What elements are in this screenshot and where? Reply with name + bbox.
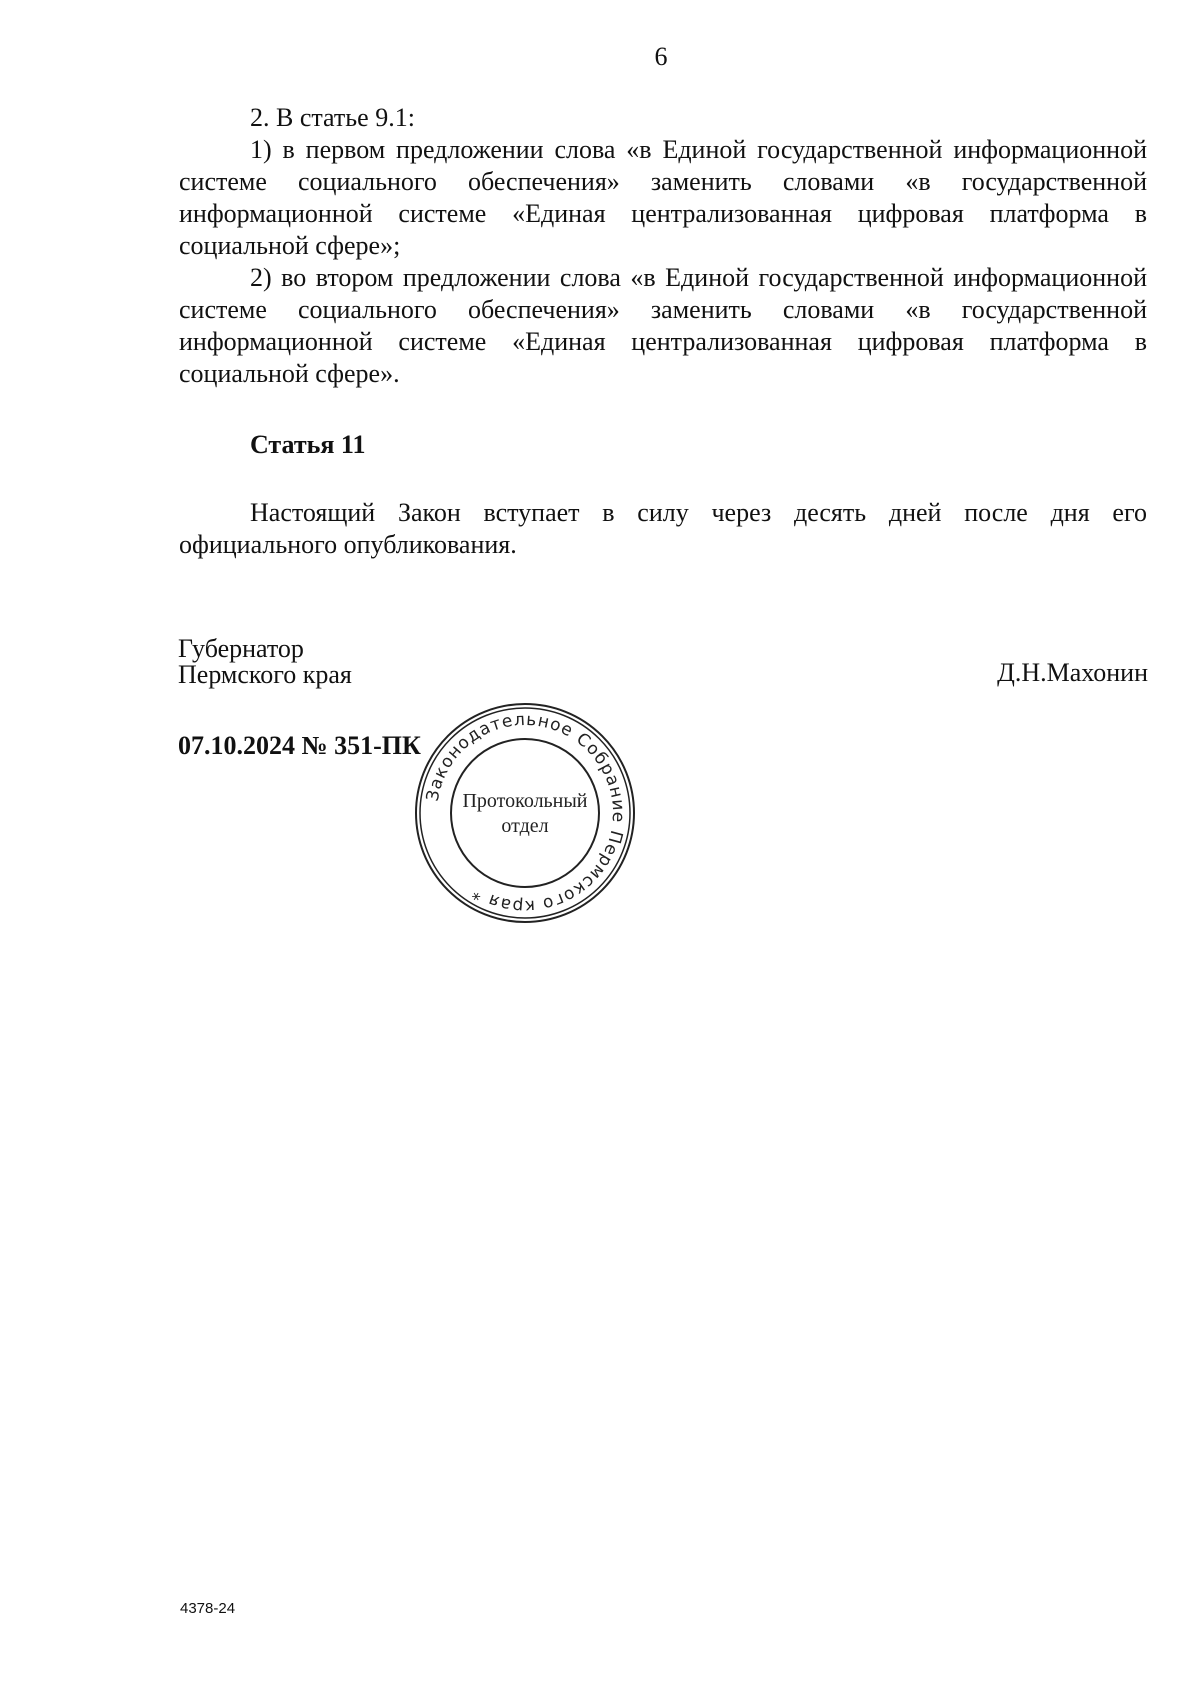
section-intro: 2. В статье 9.1:: [250, 103, 415, 132]
stamp-seal-icon: [412, 700, 638, 926]
signature-title-line-2: Пермского края: [178, 660, 352, 689]
article-body: [179, 497, 1147, 561]
official-stamp: [412, 700, 638, 926]
amendment-item-1: 1) в первом предложении слова «в Единой государственной информационной системе социального обеспечения» заменить словами «в государственной информационной системе «Единая централизованная цифровая платформа в социальной сфере»;: [179, 135, 1147, 260]
law-date-number: 07.10.2024 № 351-ПК: [178, 731, 421, 760]
signature-title-line-1: Губернатор: [178, 634, 304, 663]
section-amendments: [179, 102, 1147, 390]
signature-name: Д.Н.Махонин: [997, 658, 1148, 687]
svg-text:Законодательное Собрание Пермс: Законодательное Собрание Пермского края *: [422, 709, 629, 917]
svg-text:Протокольный: Протокольный: [462, 790, 588, 812]
article-heading: Статья 11: [250, 430, 366, 459]
page-number: 6: [654, 42, 668, 71]
article-text: Настоящий Закон вступает в силу через десять дней после дня его официального опубликования.: [179, 498, 1147, 559]
signature-title: [178, 636, 352, 688]
svg-text:отдел: отдел: [501, 815, 549, 837]
document-code: 4378-24: [180, 1600, 236, 1617]
amendment-item-2: 2) во втором предложении слова «в Единой государственной информационной системе социального обеспечения» заменить словами «в государственной информационной системе «Единая централизованная цифровая платформа в социальной сфере».: [179, 263, 1147, 388]
